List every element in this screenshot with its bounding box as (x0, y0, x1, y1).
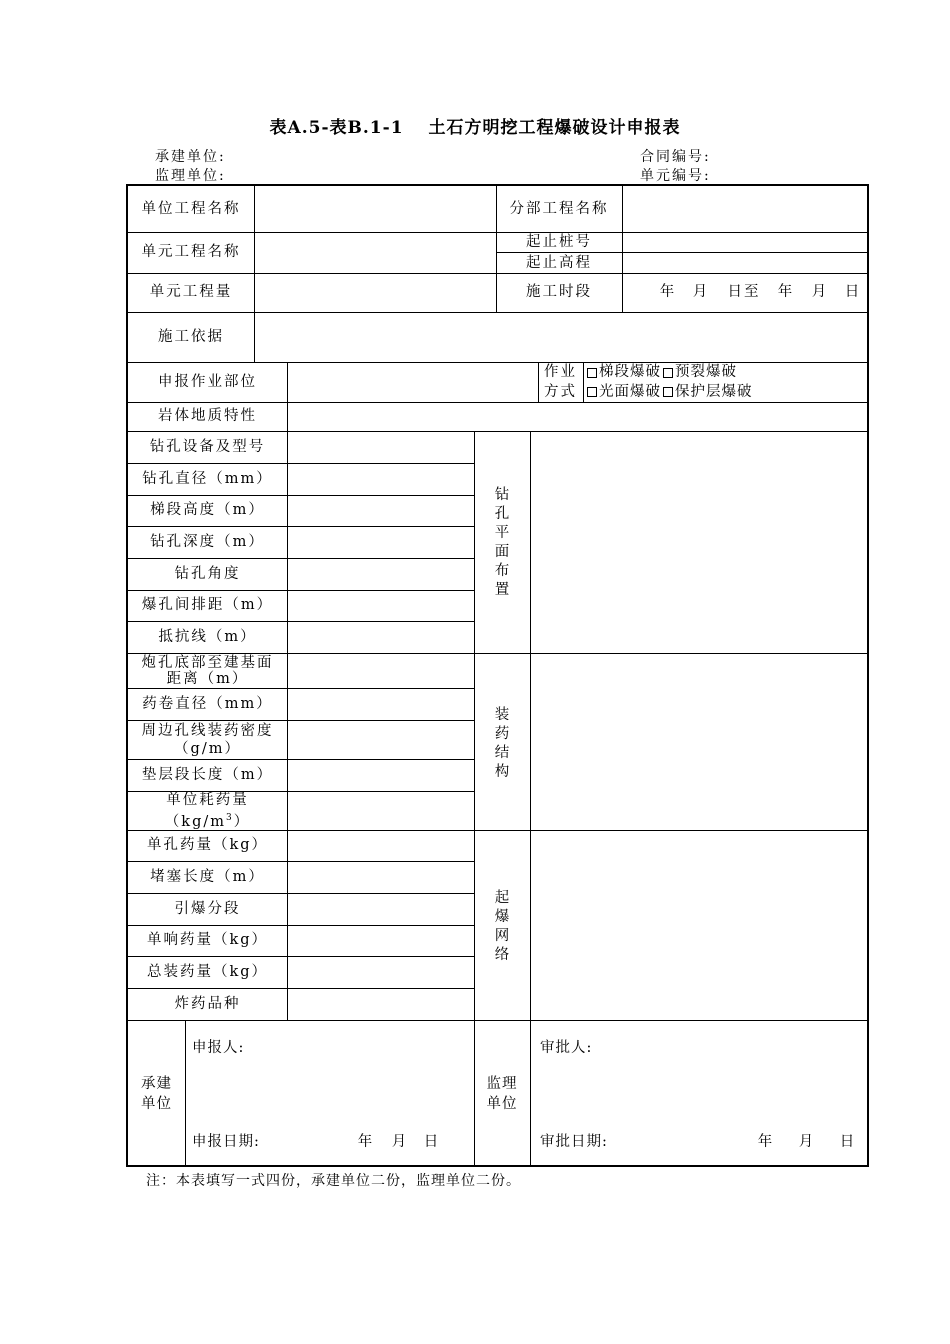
applicant-label: 申报人: (192, 1039, 245, 1056)
drilling-layout-section-label: 钻 孔 平 面 布 置 (494, 487, 510, 598)
drill-depth-label: 钻孔深度（m） (150, 533, 265, 550)
period-month-1: 月 (692, 284, 710, 300)
presplit-blasting-checkbox[interactable] (663, 368, 673, 378)
hole-bottom-distance-label: 炮孔底部至建基面 距离（m） (141, 654, 274, 687)
page-title: 表A.5-表B.1-1 土石方明挖工程爆破设计申报表 (269, 118, 681, 138)
period-day-2: 日 (844, 284, 862, 300)
element-quantity-label: 单元工程量 (149, 284, 233, 300)
presplit-blasting-label: 预裂爆破 (675, 364, 737, 380)
period-day-to: 日至 (727, 284, 761, 300)
work-mode-label-line1: 作业 (544, 364, 577, 380)
supervisor-unit-label: 监理 单位 (486, 1075, 518, 1112)
apply-month: 月 (391, 1133, 409, 1150)
initiation-delay-label: 引爆分段 (174, 900, 241, 917)
contractor-unit-label: 承建 单位 (141, 1075, 172, 1112)
protective-layer-label: 保护层爆破 (675, 383, 753, 400)
bench-blasting-label: 梯段爆破 (599, 364, 661, 380)
powder-factor-label: 单位耗药量 $(kg/m^3)$ (164, 791, 251, 830)
approve-year: 年 (757, 1133, 775, 1150)
drill-diameter-label: 钻孔直径（mm） (142, 470, 273, 487)
stemming-length-label: 堵塞长度（m） (150, 868, 265, 885)
charge-per-delay-label: 单响药量（kg） (146, 932, 269, 948)
drill-angle-label: 钻孔角度 (174, 565, 241, 582)
burden-label: 抵抗线（m） (158, 628, 257, 645)
element-project-name-label: 单元工程名称 (141, 244, 241, 260)
work-mode-options-row2 (587, 382, 867, 402)
approve-date-label: 审批日期: (540, 1133, 608, 1150)
period-year-2: 年 (777, 284, 795, 300)
hole-spacing-label: 爆孔间排距（m） (141, 597, 274, 613)
cushion-length-label: 垫层段长度（m） (141, 766, 274, 783)
single-hole-charge-label: 单孔药量（kg） (146, 837, 269, 853)
bench-height-label: 梯段高度（m） (150, 502, 265, 518)
period-year-1: 年 (659, 284, 677, 300)
charge-structure-section-label: 装 药 结 构 (494, 707, 510, 780)
work-mode-label-line2: 方式 (544, 383, 577, 400)
apply-year: 年 (357, 1133, 375, 1150)
cartridge-diameter-label: 药卷直径（mm） (142, 695, 273, 712)
explosive-type-label: 炸药品种 (174, 995, 241, 1012)
contract-no-label: 合同编号: (640, 149, 711, 165)
rock-geology-label: 岩体地质特性 (158, 408, 257, 424)
sub-project-name-label: 分部工程名称 (509, 200, 609, 217)
work-location-label: 申报作业部位 (158, 373, 257, 390)
unit-project-name-label: 单位工程名称 (141, 200, 241, 217)
total-charge-label: 总装药量（kg） (146, 963, 269, 980)
stake-range-label: 起止桩号 (526, 234, 592, 250)
approver-label: 审批人: (540, 1039, 593, 1056)
initiation-network-section-label: 起 爆 网 络 (494, 890, 510, 963)
approve-month: 月 (798, 1133, 816, 1150)
application-form (126, 184, 869, 1167)
construction-period-label: 施工时段 (526, 284, 592, 300)
work-mode-options-row1 (587, 363, 867, 382)
approve-day: 日 (839, 1133, 857, 1150)
period-month-2: 月 (811, 284, 829, 300)
apply-day: 日 (423, 1133, 441, 1150)
smooth-blasting-checkbox[interactable] (587, 387, 597, 397)
elevation-range-label: 起止高程 (526, 254, 592, 271)
smooth-blasting-label: 光面爆破 (599, 383, 661, 400)
contractor-label: 承建单位: (155, 149, 226, 165)
linear-charge-density-label: 周边孔线装药密度 （g/m） (141, 722, 274, 757)
construction-basis-label: 施工依据 (158, 328, 224, 345)
supervisor-label: 监理单位: (155, 168, 226, 184)
protective-layer-checkbox[interactable] (663, 387, 673, 397)
unit-no-label: 单元编号: (640, 168, 711, 184)
drill-equipment-label: 钻孔设备及型号 (149, 438, 266, 455)
bench-blasting-checkbox[interactable] (587, 368, 597, 378)
footnote: 注：本表填写一式四份，承建单位二份，监理单位二份。 (146, 1173, 521, 1189)
apply-date-label: 申报日期: (192, 1133, 260, 1150)
